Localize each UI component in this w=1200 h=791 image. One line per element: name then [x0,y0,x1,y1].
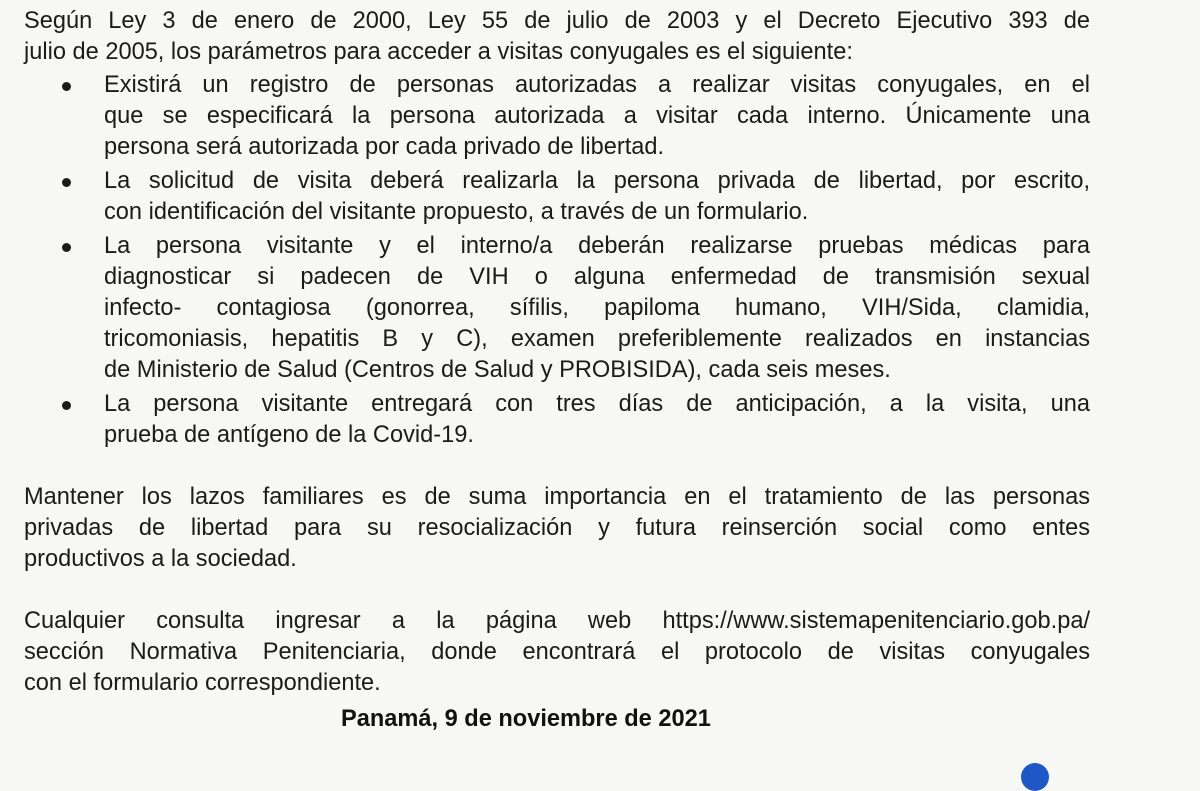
family-ties-paragraph [24,482,1090,575]
list-item-line: con identificación del visitante propuesto, a través de un formulario. [104,199,809,225]
list-item-line: La persona visitante y el interno/a deberán realizarse pruebas médicas para [104,233,1090,259]
list-item [24,70,1090,163]
blue-circle-icon [1021,763,1049,791]
signature-date: Panamá, 9 de noviembre de 2021 [341,706,711,732]
bullet-icon [62,82,71,91]
bullet-icon [62,243,71,252]
list-item-line: diagnosticar si padecen de VIH o alguna enfermedad de transmisión sexual [104,264,1090,290]
list-item [24,389,1090,451]
list-item-line: prueba de antígeno de la Covid-19. [104,422,474,448]
intro-line: julio de 2005, los parámetros para acceder a visitas conyugales es el siguiente: [24,39,853,65]
paragraph-line: con el formulario correspondiente. [24,670,381,696]
list-item-line: que se especificará la persona autorizada a visitar cada interno. Únicamente una [104,103,1090,129]
paragraph-line: sección Normativa Penitenciaria, donde encontrará el protocolo de visitas conyugales [24,639,1090,665]
list-item-line: Existirá un registro de personas autorizadas a realizar visitas conyugales, en el [104,72,1090,98]
document-page [24,6,1090,699]
paragraph-line: Mantener los lazos familiares es de suma importancia en el tratamiento de las personas [24,484,1090,510]
list-item [24,231,1090,386]
list-item [24,166,1090,228]
list-item-line: La persona visitante entregará con tres días de anticipación, a la visita, una [104,391,1090,417]
list-item-line: La solicitud de visita deberá realizarla la persona privada de libertad, por escrito, [104,168,1090,194]
paragraph-line: Cualquier consulta ingresar a la página web https://www.sistemapenitenciario.gob.pa/ [24,608,1090,634]
paragraph-line: productivos a la sociedad. [24,546,297,572]
paragraph-line: privadas de libertad para su resocialización y futura reinserción social como entes [24,515,1090,541]
list-item-line: de Ministerio de Salud (Centros de Salud y PROBISIDA), cada seis meses. [104,357,891,383]
intro-line: Según Ley 3 de enero de 2000, Ley 55 de julio de 2003 y el Decreto Ejecutivo 393 de [24,8,1090,34]
list-item-line: persona será autorizada por cada privado de libertad. [104,134,665,160]
consultation-paragraph [24,606,1090,699]
list-item-line: infecto- contagiosa (gonorrea, sífilis, papiloma humano, VIH/Sida, clamidia, [104,295,1090,321]
requirements-list [24,70,1090,451]
bullet-icon [62,401,71,410]
bullet-icon [62,178,71,187]
list-item-line: tricomoniasis, hepatitis B y C), examen preferiblemente realizados en instancias [104,326,1090,352]
